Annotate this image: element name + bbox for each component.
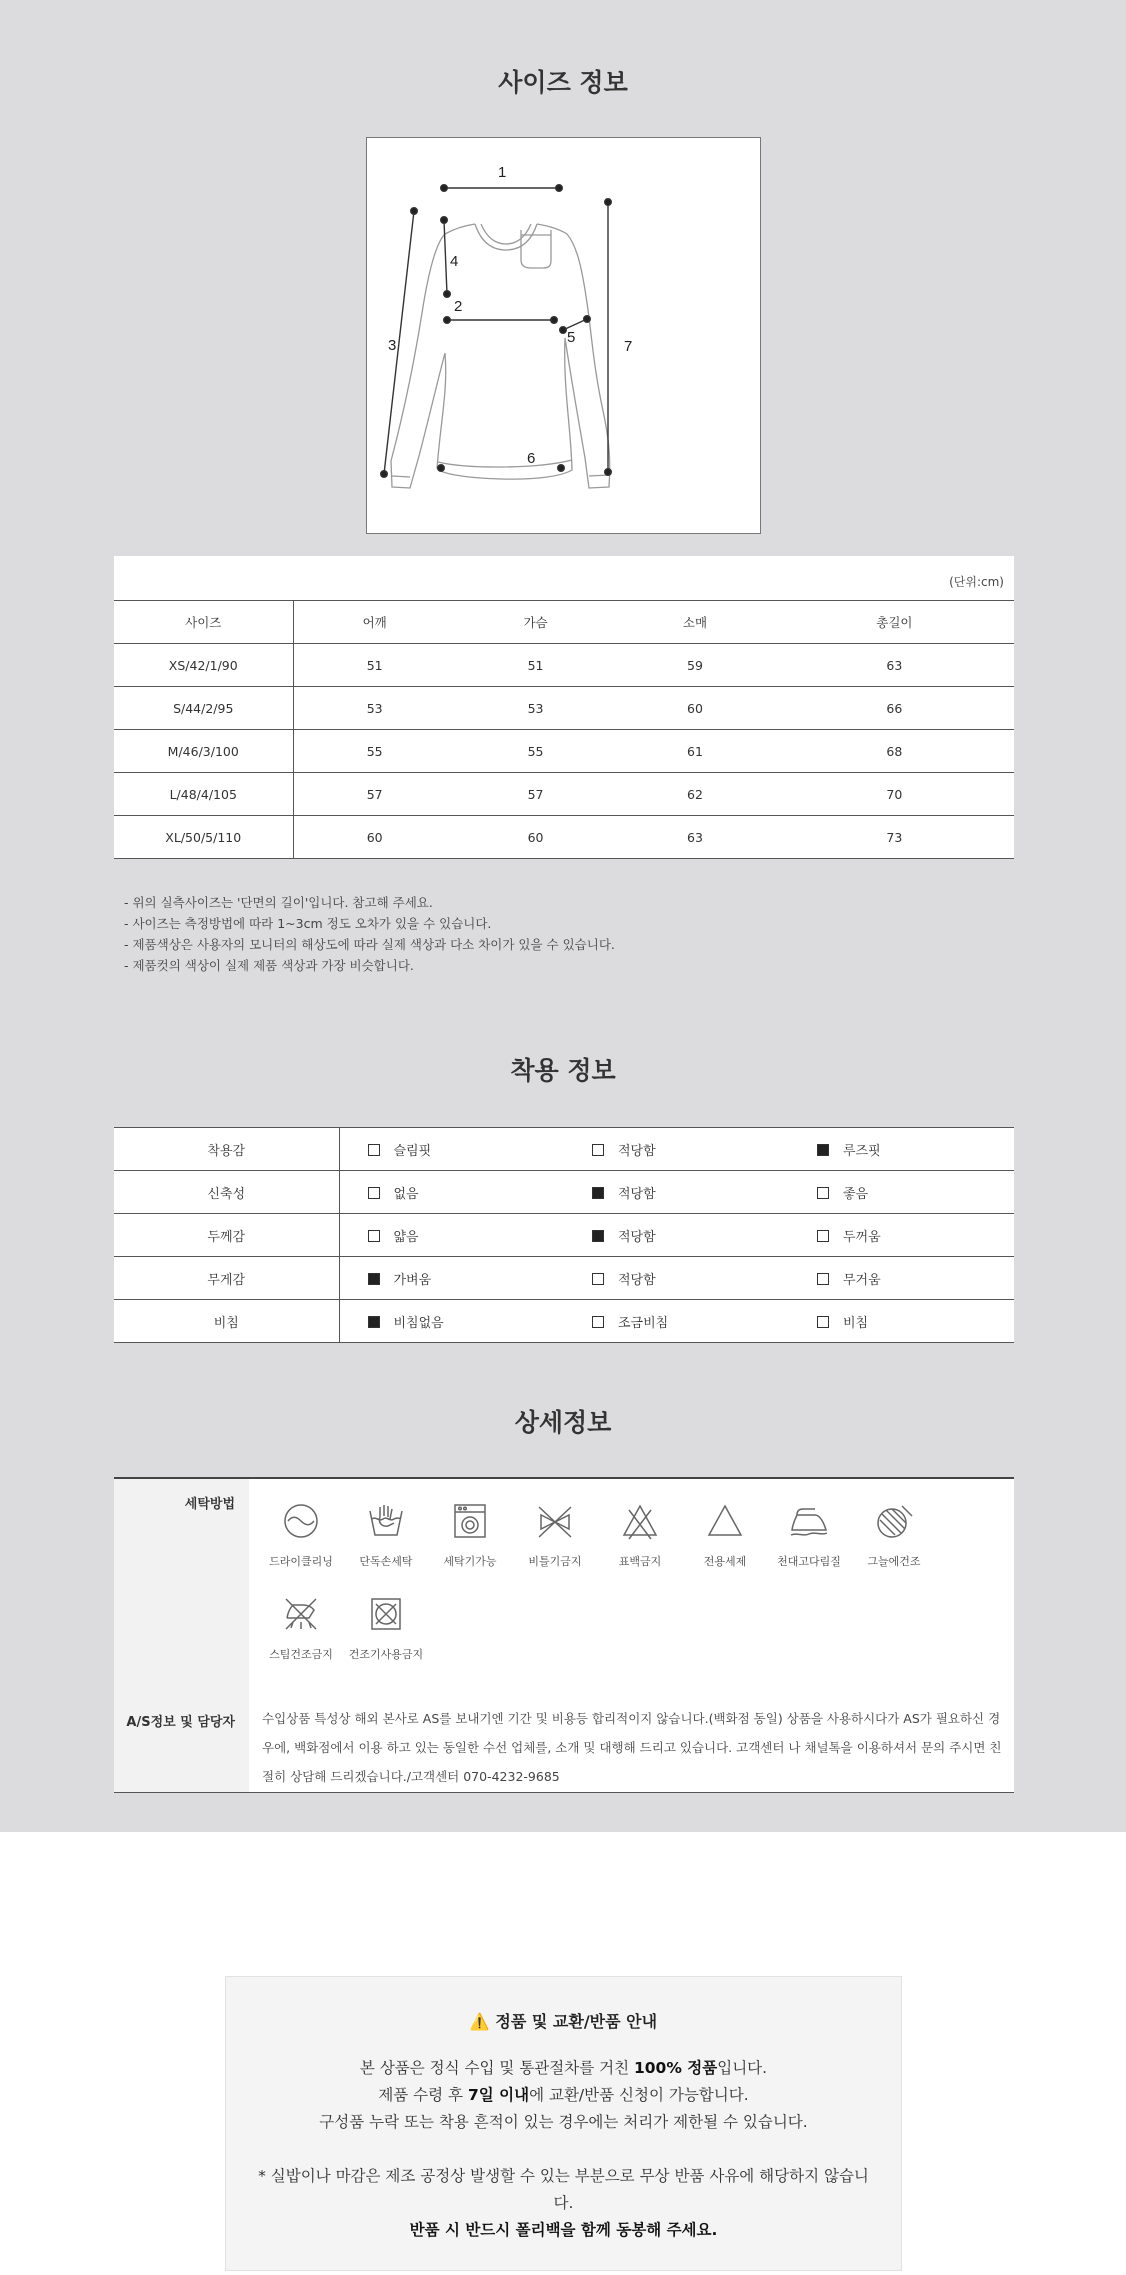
checkbox-checked-icon xyxy=(592,1187,604,1199)
size-notes xyxy=(124,892,615,976)
wash-icon-label: 스팀건조금지 xyxy=(269,1648,333,1661)
header-size: 사이즈 xyxy=(114,601,293,644)
checkbox-icon xyxy=(368,1230,380,1242)
size-table-panel xyxy=(114,556,1014,858)
wash-item xyxy=(513,1501,597,1569)
fit-option-label: 좋음 xyxy=(843,1186,869,1202)
fit-option xyxy=(564,1171,789,1214)
checkbox-checked-icon xyxy=(817,1144,829,1156)
fit-row-label: 비침 xyxy=(114,1300,339,1343)
wash-item xyxy=(428,1501,512,1569)
notice-emphasis: 100% 정품 xyxy=(633,2059,718,2077)
notice-text: 본 상품은 정식 수입 및 통관절차를 거친 xyxy=(359,2059,634,2077)
no-bleach-icon xyxy=(620,1501,660,1541)
fit-row xyxy=(114,1300,1014,1343)
fit-option xyxy=(789,1171,1014,1214)
fit-option xyxy=(564,1300,789,1343)
value-cell: 55 xyxy=(456,730,615,773)
notice-text: 에 교환/반품 신청이 가능합니다. xyxy=(529,2086,749,2104)
fit-option-label: 적당함 xyxy=(618,1272,656,1288)
fit-option xyxy=(339,1214,564,1257)
checkbox-icon xyxy=(368,1144,380,1156)
fit-option xyxy=(339,1257,564,1300)
wash-item xyxy=(259,1501,343,1569)
fit-info-title: 착용 정보 xyxy=(510,1056,616,1085)
notice-emphasis: 반품 시 반드시 폴리백을 함께 동봉해 주세요. xyxy=(409,2221,718,2239)
fit-option-label: 적당함 xyxy=(618,1143,656,1159)
notice-body xyxy=(226,2055,901,2244)
wash-icon-label: 천대고다림질 xyxy=(777,1555,841,1568)
notice-line: 구성품 누락 또는 착용 흔적이 있는 경우에는 처리가 제한될 수 있습니다. xyxy=(319,2113,808,2131)
wash-icon-label: 단독손세탁 xyxy=(359,1555,413,1568)
value-cell: 60 xyxy=(456,816,615,859)
fit-option-label: 루즈핏 xyxy=(843,1143,881,1159)
fit-option xyxy=(789,1257,1014,1300)
wash-icon-label: 표백금지 xyxy=(618,1555,662,1568)
dry-clean-icon xyxy=(281,1501,321,1541)
wash-item xyxy=(767,1501,851,1569)
size-cell: XL/50/5/110 xyxy=(114,816,293,859)
fit-option-label: 없음 xyxy=(393,1186,419,1202)
table-row xyxy=(114,644,1014,687)
wash-icon-label: 그늘에건조 xyxy=(867,1555,921,1568)
diagram-label-2: 2 xyxy=(454,298,463,315)
wash-icon-label: 건조기사용금지 xyxy=(348,1648,424,1661)
value-cell: 62 xyxy=(615,773,774,816)
notice-title-text: 정품 및 교환/반품 안내 xyxy=(495,2012,658,2031)
size-table xyxy=(114,600,1014,859)
fit-option-label: 무거움 xyxy=(843,1272,881,1288)
fit-option xyxy=(339,1128,564,1171)
checkbox-icon xyxy=(592,1144,604,1156)
note-line: - 위의 실측사이즈는 '단면의 길이'입니다. 참고해 주세요. xyxy=(124,895,433,910)
wash-item xyxy=(344,1594,428,1662)
table-row xyxy=(114,730,1014,773)
wash-icon-label: 세탁기가능 xyxy=(443,1555,497,1568)
detail-panel xyxy=(114,1477,1014,1793)
value-cell: 51 xyxy=(293,644,456,687)
fit-row xyxy=(114,1257,1014,1300)
fit-option-label: 적당함 xyxy=(618,1229,656,1245)
hand-wash-icon xyxy=(366,1501,406,1541)
fit-option xyxy=(564,1214,789,1257)
detail-info-title: 상세정보 xyxy=(514,1408,612,1437)
note-line: - 사이즈는 측정방법에 따라 1~3cm 정도 오차가 있을 수 있습니다. xyxy=(124,916,492,931)
checkbox-checked-icon xyxy=(368,1273,380,1285)
notice-title xyxy=(226,2009,901,2032)
value-cell: 57 xyxy=(293,773,456,816)
size-info-title: 사이즈 정보 xyxy=(498,68,628,97)
notice-line xyxy=(226,2055,901,2082)
table-row xyxy=(114,687,1014,730)
value-cell: 70 xyxy=(775,773,1014,816)
fit-option xyxy=(564,1257,789,1300)
value-cell: 68 xyxy=(775,730,1014,773)
fit-option xyxy=(789,1214,1014,1257)
diagram-label-4: 4 xyxy=(450,253,459,270)
checkbox-icon xyxy=(817,1230,829,1242)
header-length: 총길이 xyxy=(775,601,1014,644)
size-cell: XS/42/1/90 xyxy=(114,644,293,687)
size-cell: S/44/2/95 xyxy=(114,687,293,730)
value-cell: 51 xyxy=(456,644,615,687)
fit-option-label: 비침 xyxy=(843,1315,869,1331)
value-cell: 59 xyxy=(615,644,774,687)
checkbox-checked-icon xyxy=(592,1230,604,1242)
warning-icon: ⚠️ xyxy=(469,2012,490,2031)
machine-wash-icon xyxy=(450,1501,490,1541)
fit-option xyxy=(339,1300,564,1343)
fit-option-label: 두꺼움 xyxy=(843,1229,881,1245)
value-cell: 73 xyxy=(775,816,1014,859)
fit-row-label: 착용감 xyxy=(114,1128,339,1171)
diagram-label-1: 1 xyxy=(498,164,507,181)
neutral-detergent-icon xyxy=(705,1501,745,1541)
as-info-text: 수입상품 특성상 해외 본사로 AS를 보내기엔 기간 및 비용등 합리적이지 않습니다.(백화점 동일) 상품을 사용하시다가 AS가 필요하신 경우에, 백화점에서 이용 하고 있는 동일한 수선 업체를, 소개 및 대행해 드리고 있습니다. 고객센터 나 채널톡을 이용하셔서 문의 주시면 친절히 상담해 드리겠습니다./고객센터 070-4232-9685 xyxy=(262,1711,1002,1784)
value-cell: 61 xyxy=(615,730,774,773)
fit-option-label: 비침없음 xyxy=(393,1315,444,1331)
notice-emphasis: 7일 이내 xyxy=(467,2086,530,2104)
notice-text: 제품 수령 후 xyxy=(378,2086,468,2104)
diagram-label-6: 6 xyxy=(527,450,536,467)
fit-option-label: 적당함 xyxy=(618,1186,656,1202)
fit-row-label: 두께감 xyxy=(114,1214,339,1257)
wash-item xyxy=(598,1501,682,1569)
diagram-label-3: 3 xyxy=(388,337,397,354)
shade-dry-icon xyxy=(874,1501,914,1541)
header-shoulder: 어깨 xyxy=(293,601,456,644)
value-cell: 55 xyxy=(293,730,456,773)
fit-row-label: 신축성 xyxy=(114,1171,339,1214)
value-cell: 60 xyxy=(615,687,774,730)
checkbox-icon xyxy=(368,1187,380,1199)
table-row xyxy=(114,773,1014,816)
notice-box xyxy=(225,1976,902,2271)
value-cell: 53 xyxy=(293,687,456,730)
wash-label: 세탁방법 xyxy=(184,1497,235,1512)
fit-option-label: 얇음 xyxy=(393,1229,419,1245)
wash-item xyxy=(852,1501,936,1569)
size-cell: L/48/4/105 xyxy=(114,773,293,816)
checkbox-icon xyxy=(817,1273,829,1285)
fit-row-label: 무게감 xyxy=(114,1257,339,1300)
value-cell: 60 xyxy=(293,816,456,859)
wash-icon-label: 전용세제 xyxy=(703,1555,747,1568)
header-chest: 가슴 xyxy=(456,601,615,644)
checkbox-icon xyxy=(592,1316,604,1328)
notice-line xyxy=(226,2217,901,2244)
value-cell: 53 xyxy=(456,687,615,730)
fit-option xyxy=(339,1171,564,1214)
shirt-measure-diagram xyxy=(367,138,760,533)
fit-option xyxy=(564,1128,789,1171)
fit-option xyxy=(789,1128,1014,1171)
unit-label: (단위:cm) xyxy=(949,575,1004,589)
table-row xyxy=(114,816,1014,859)
detail-label-column xyxy=(114,1479,249,1792)
fit-option-label: 슬림핏 xyxy=(393,1143,432,1159)
checkbox-checked-icon xyxy=(368,1316,380,1328)
checkbox-icon xyxy=(817,1316,829,1328)
no-wring-icon xyxy=(535,1501,575,1541)
fit-option-label: 조금비침 xyxy=(618,1315,669,1331)
no-tumble-dry-icon xyxy=(366,1594,406,1634)
checkbox-icon xyxy=(817,1187,829,1199)
wash-item xyxy=(259,1594,343,1662)
notice-text: 입니다. xyxy=(717,2059,768,2077)
value-cell: 57 xyxy=(456,773,615,816)
note-line: - 제품색상은 사용자의 모니터의 해상도에 따라 실제 색상과 다소 차이가 있을 수 있습니다. xyxy=(124,937,615,952)
size-table-header xyxy=(114,601,1014,644)
value-cell: 66 xyxy=(775,687,1014,730)
fit-row xyxy=(114,1214,1014,1257)
fit-row xyxy=(114,1171,1014,1214)
wash-icon-label: 비틀기금지 xyxy=(528,1555,582,1568)
note-line: - 제품컷의 색상이 실제 제품 색상과 가장 비슷합니다. xyxy=(124,958,414,973)
iron-cloth-icon xyxy=(789,1501,829,1541)
header-sleeve: 소매 xyxy=(615,601,774,644)
value-cell: 63 xyxy=(615,816,774,859)
checkbox-icon xyxy=(592,1273,604,1285)
wash-item xyxy=(683,1501,767,1569)
size-cell: M/46/3/100 xyxy=(114,730,293,773)
notice-line xyxy=(226,2082,901,2109)
fit-row xyxy=(114,1128,1014,1171)
wash-icon-label: 드라이클리닝 xyxy=(269,1555,333,1568)
wash-item xyxy=(344,1501,428,1569)
fit-table xyxy=(114,1127,1014,1343)
diagram-label-5: 5 xyxy=(567,329,576,346)
diagram-label-7: 7 xyxy=(624,338,633,355)
size-diagram xyxy=(366,137,761,534)
no-steam-icon xyxy=(281,1594,321,1634)
value-cell: 63 xyxy=(775,644,1014,687)
fit-option-label: 가벼움 xyxy=(393,1272,432,1288)
fit-option xyxy=(789,1300,1014,1343)
as-label: A/S정보 및 담당자 xyxy=(126,1715,235,1730)
notice-line: * 실밥이나 마감은 제조 공정상 발생할 수 있는 부분으로 무상 반품 사유에 해당하지 않습니다. xyxy=(258,2167,869,2212)
